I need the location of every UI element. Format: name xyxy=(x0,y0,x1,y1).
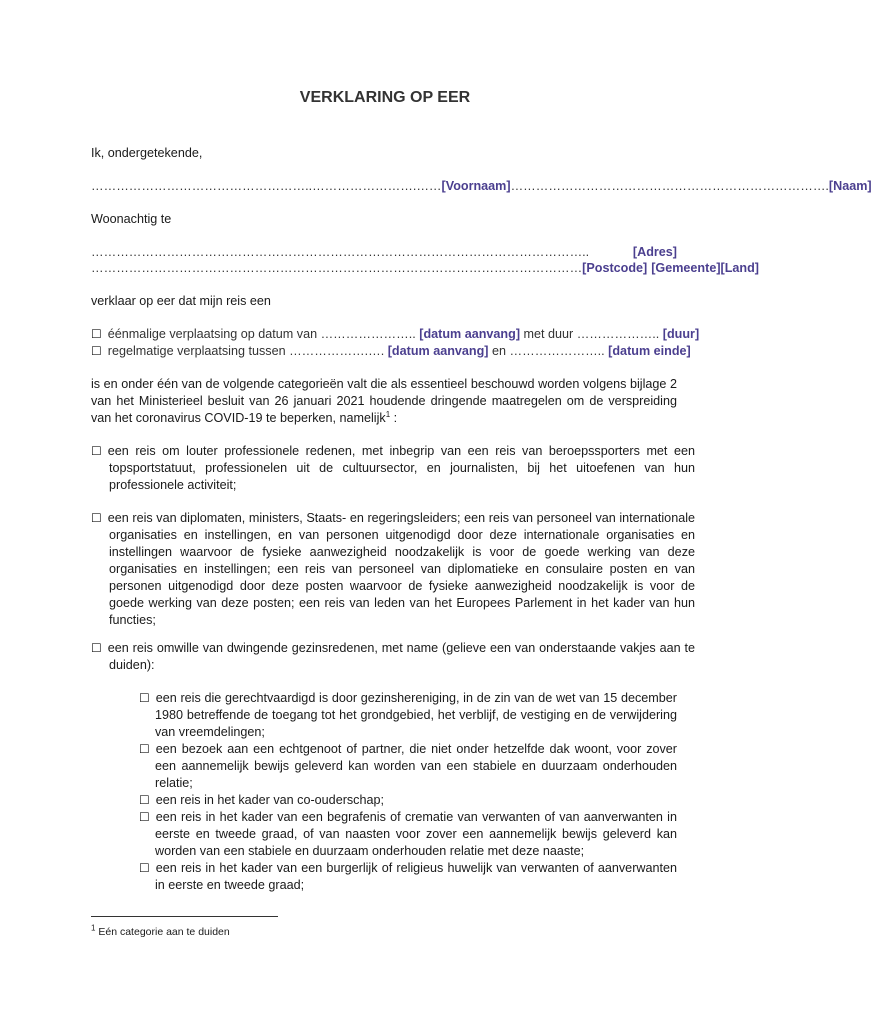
family-reason-item xyxy=(139,860,677,894)
family-reason-item xyxy=(139,792,677,809)
name-line xyxy=(91,178,872,195)
diplomatic-text: een reis van diplomaten, ministers, Staats- en regeringsleiders; een reis van personeel van internationale organisaties en instellingen, en van personen uitgenodigd door deze internationale organisaties en instellingen waarvoor de fysieke aanwezigheid noodzakelijk is voor de goede werking van deze organisaties en instellingen; een reis van personeel van diplomatieke en consulaire posten en van personen uitgenodigd door deze posten waarvoor de fysieke aanwezigheid noodzakelijk is voor de goede werking van deze posten; een reis van leden van het Europees Parlement in het kader van hun functies; xyxy=(107,511,695,627)
document-title: VERKLARING OP EER xyxy=(299,89,471,106)
family-text: een reis omwille van dwingende gezinsredenen, met name (gelieve een van onderstaande vakjes aan te duiden): xyxy=(107,641,695,672)
single-trip-text-1: éénmalige verplaatsing op datum van ………………….. xyxy=(107,327,420,341)
category-intro-text: is en onder één van de volgende categorieën valt die als essentieel beschouwd worden volgens bijlage 2 van het Ministerieel besluit van 26 januari 2021 houdende dringende maatregelen om de verspreiding van het coronavirus COVID-19 te beperken, namelijk xyxy=(91,377,677,425)
category-family xyxy=(91,640,695,674)
family-reason-text: een bezoek aan een echtgenoot of partner, die niet onder hetzelfde dak woont, voor zover een aannemelijk bewijs geleverd kan worden van een stabiele en duurzaam onderhouden relatie; xyxy=(155,742,677,790)
regular-trip-checkbox[interactable]: ☐ xyxy=(91,344,102,358)
regular-trip-text-2: en ………………….. xyxy=(488,344,609,358)
address-placeholder[interactable]: [Adres] xyxy=(632,245,677,259)
name-dots-1: ……………………………………………..…………………….…… xyxy=(91,179,442,193)
family-reason-checkbox[interactable]: ☐ xyxy=(139,793,150,807)
footnote-reference: 1 xyxy=(385,409,391,419)
country-placeholder[interactable]: [Land] xyxy=(720,261,760,275)
family-reason-text: een reis in het kader van een begrafenis of crematie van verwanten of van aanverwanten in eerste en tweede graad, of van naasten voor zover een aannemelijk bewijs geleverd kan worden van een stabiele en duurzaam onderhouden relatie met deze naaste; xyxy=(155,810,677,858)
category-professional xyxy=(91,443,695,494)
professional-text: een reis om louter professionele redenen, met inbegrip van een reis van beroepssporters met een topsportstatuut, professionelen uit de cultuursector, en journalisten, bij het uitoefenen van hun professionele activiteit; xyxy=(107,444,695,492)
category-intro-end: : xyxy=(390,411,398,425)
family-reason-checkbox[interactable]: ☐ xyxy=(139,861,150,875)
single-trip-checkbox[interactable]: ☐ xyxy=(91,327,102,341)
footnote-number: 1 xyxy=(91,923,96,933)
family-reason-checkbox[interactable]: ☐ xyxy=(139,810,150,824)
family-checkbox[interactable]: ☐ xyxy=(91,641,102,655)
single-start-date-placeholder[interactable]: [datum aanvang] xyxy=(419,327,521,341)
category-diplomatic xyxy=(91,510,695,629)
regular-trip-option xyxy=(91,343,691,360)
intro-text: Ik, ondergetekende, xyxy=(91,146,203,160)
single-trip-text-2: met duur ……………….. xyxy=(520,327,663,341)
regular-start-date-placeholder[interactable]: [datum aanvang] xyxy=(387,344,489,358)
name-dots-2: …………………………………………………………………. xyxy=(510,179,829,193)
diplomatic-checkbox[interactable]: ☐ xyxy=(91,511,102,525)
postcode-dots: ……………………………………………………………………………………………………… xyxy=(91,261,583,275)
family-reason-item xyxy=(139,690,677,741)
address-dots: ……………………………………………………………………………………………………….. xyxy=(91,245,590,259)
footnote-text: Eén categorie aan te duiden xyxy=(95,926,230,938)
postcode-line xyxy=(91,260,760,277)
residence-label: Woonachtig te xyxy=(91,212,172,226)
family-reason-text: een reis in het kader van co-ouderschap; xyxy=(155,793,384,807)
family-reason-text: een reis die gerechtvaardigd is door gezinshereniging, in de zin van de wet van 15 december 1980 betreffende de toegang tot het grondgebied, het verblijf, de vestiging en de verwijdering van vreemdelingen; xyxy=(155,691,677,739)
first-name-placeholder[interactable]: [Voornaam] xyxy=(441,179,511,193)
address-line xyxy=(91,244,677,261)
footnote xyxy=(91,924,230,941)
postcode-placeholder[interactable]: [Postcode] xyxy=(582,261,648,275)
family-reason-checkbox[interactable]: ☐ xyxy=(139,691,150,705)
family-reason-item xyxy=(139,741,677,792)
footnote-divider xyxy=(91,916,278,917)
family-reason-item xyxy=(139,809,677,860)
municipality-placeholder[interactable]: [Gemeente] xyxy=(651,261,721,275)
family-reason-checkbox[interactable]: ☐ xyxy=(139,742,150,756)
regular-trip-text-1: regelmatige verplaatsing tussen ……………….…. xyxy=(107,344,388,358)
category-intro xyxy=(91,376,677,427)
professional-checkbox[interactable]: ☐ xyxy=(91,444,102,458)
family-reason-text: een reis in het kader van een burgerlijk of religieus huwelijk van verwanten of aanverwanten in eerste en tweede graad; xyxy=(155,861,677,892)
family-reasons-list xyxy=(139,690,677,894)
last-name-placeholder[interactable]: [Naam] xyxy=(828,179,872,193)
declare-text: verklaar op eer dat mijn reis een xyxy=(91,294,271,308)
duration-placeholder[interactable]: [duur] xyxy=(662,327,700,341)
end-date-placeholder[interactable]: [datum einde] xyxy=(608,344,691,358)
single-trip-option xyxy=(91,326,700,343)
